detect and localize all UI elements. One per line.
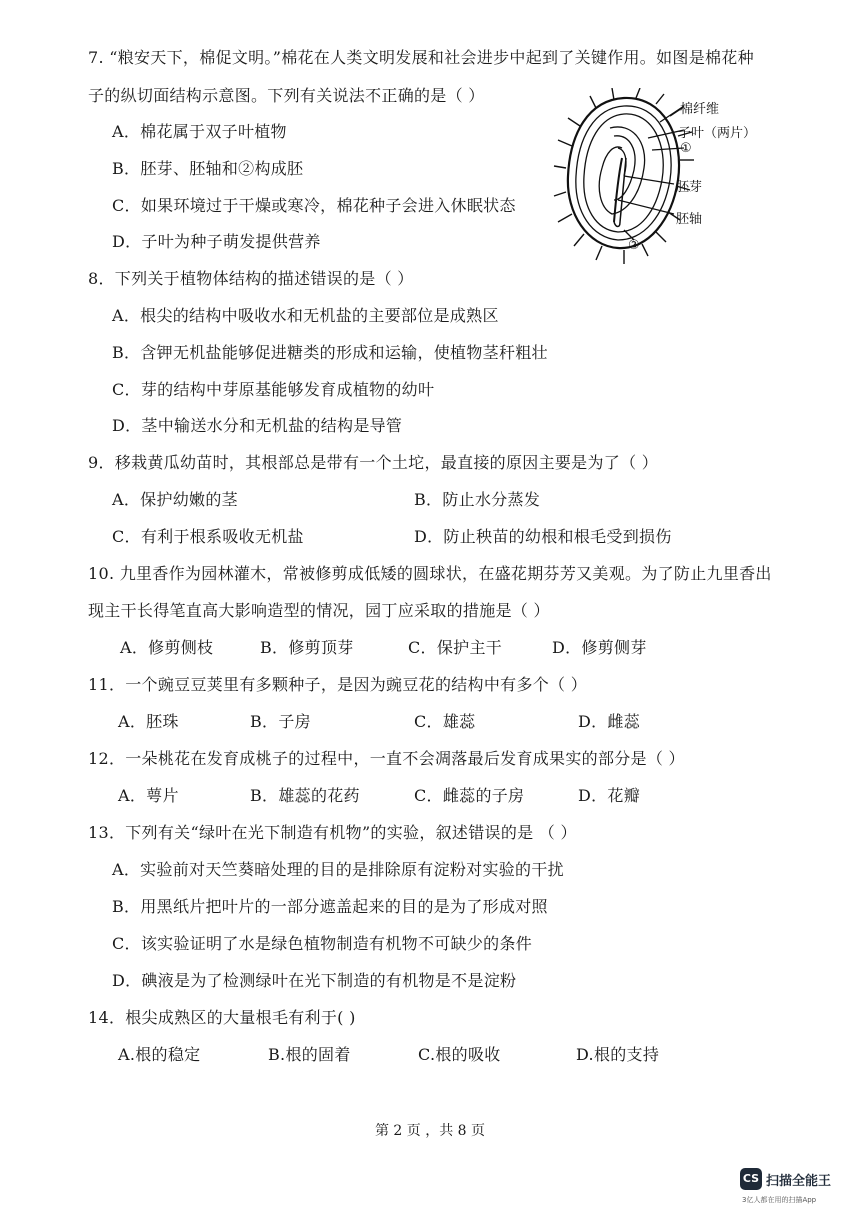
q9-option-a: A．保护幼嫩的茎 [112, 490, 238, 509]
q11-option-a: A．胚珠 [118, 712, 179, 731]
q8-option-d: D．茎中输送水分和无机盐的结构是导管 [112, 416, 403, 435]
q10-stem-line2: 现主干长得笔直高大影响造型的情况，园丁应采取的措施是（ ） [88, 601, 550, 620]
q8-option-a: A．根尖的结构中吸收水和无机盐的主要部位是成熟区 [112, 306, 499, 325]
q11-option-b: B．子房 [250, 712, 311, 731]
q7-stem-line2: 子的纵切面结构示意图。下列有关说法不正确的是（ ） [88, 86, 485, 105]
q13-option-b: B．用黑纸片把叶片的一部分遮盖起来的目的是为了形成对照 [112, 897, 548, 916]
q11-stem: 11．一个豌豆豆荚里有多颗种子，是因为豌豆花的结构中有多个（ ） [88, 675, 588, 694]
label-hypocotyl: 胚轴 [676, 212, 703, 227]
q9-stem: 9．移栽黄瓜幼苗时，其根部总是带有一个土坨，最直接的原因主要是为了（ ） [88, 453, 659, 472]
page-number: 第 2 页 ，共 8 页 [374, 1123, 486, 1139]
q14-option-c: C.根的吸收 [418, 1045, 501, 1064]
q10-option-c: C．保护主干 [408, 638, 503, 657]
q8-stem: 8．下列关于植物体结构的描述错误的是（ ） [88, 269, 414, 288]
label-plumule: 胚芽 [676, 180, 703, 195]
q9-option-d: D．防止秧苗的幼根和根毛受到损伤 [414, 527, 672, 546]
scanner-watermark [740, 1168, 850, 1208]
q14-option-a: A.根的稳定 [118, 1045, 201, 1064]
q7-option-d: D．子叶为种子萌发提供营养 [112, 232, 321, 251]
q7-stem-line1: 7. “粮安天下，棉促文明。”棉花在人类文明发展和社会进步中起到了关键作用。如图是棉花种 [88, 48, 754, 67]
label-marker-2: ② [628, 238, 640, 253]
q14-option-d: D.根的支持 [576, 1045, 660, 1064]
label-cotyledon: 子叶（两片） [678, 126, 757, 141]
q10-stem-line1: 10. 九里香作为园林灌木，常被修剪成低矮的圆球状，在盛花期芬芳又美观。为了防止九里香出 [88, 564, 772, 583]
q12-stem: 12．一朵桃花在发育成桃子的过程中，一直不会凋落最后发育成果实的部分是（ ） [88, 749, 685, 768]
q13-option-a: A．实验前对天竺葵暗处理的目的是排除原有淀粉对实验的干扰 [112, 860, 564, 879]
q13-stem: 13．下列有关“绿叶在光下制造有机物”的实验，叙述错误的是 （ ） [88, 823, 577, 842]
q12-option-c: C．雌蕊的子房 [414, 786, 525, 805]
q14-stem: 14．根尖成熟区的大量根毛有利于( ) [88, 1008, 356, 1027]
q10-option-b: B．修剪顶芽 [260, 638, 354, 657]
q14-option-b: B.根的固着 [268, 1045, 351, 1064]
q13-option-c: C．该实验证明了水是绿色植物制造有机物不可缺少的条件 [112, 934, 533, 953]
q11-option-c: C．雄蕊 [414, 712, 476, 731]
q12-option-a: A．萼片 [118, 786, 179, 805]
q12-option-b: B．雄蕊的花药 [250, 786, 360, 805]
q11-option-d: D．雌蕊 [578, 712, 641, 731]
label-marker-1: ① [680, 141, 692, 156]
q10-option-a: A．修剪侧枝 [120, 638, 214, 657]
cs-logo-icon: CS [740, 1168, 762, 1190]
q12-option-d: D．花瓣 [578, 786, 641, 805]
q8-option-b: B．含钾无机盐能够促进糖类的形成和运输，使植物茎秆粗壮 [112, 343, 548, 362]
q9-option-c: C．有利于根系吸收无机盐 [112, 527, 304, 546]
label-cotton-fiber: 棉纤维 [680, 102, 720, 117]
q13-option-d: D．碘液是为了检测绿叶在光下制造的有机物是不是淀粉 [112, 971, 517, 990]
cotton-seed-diagram [552, 88, 802, 268]
watermark-slogan: 3亿人都在用的扫描App [742, 1196, 817, 1204]
q9-option-b: B．防止水分蒸发 [414, 490, 541, 509]
q7-option-b: B．胚芽、胚轴和②构成胚 [112, 159, 304, 178]
watermark-app-name: 扫描全能王 [766, 1174, 832, 1189]
q7-option-a: A．棉花属于双子叶植物 [112, 122, 287, 141]
q7-option-c: C．如果环境过于干燥或寒冷，棉花种子会进入休眠状态 [112, 196, 516, 215]
q8-option-c: C．芽的结构中芽原基能够发育成植物的幼叶 [112, 380, 435, 399]
q10-option-d: D．修剪侧芽 [552, 638, 647, 657]
